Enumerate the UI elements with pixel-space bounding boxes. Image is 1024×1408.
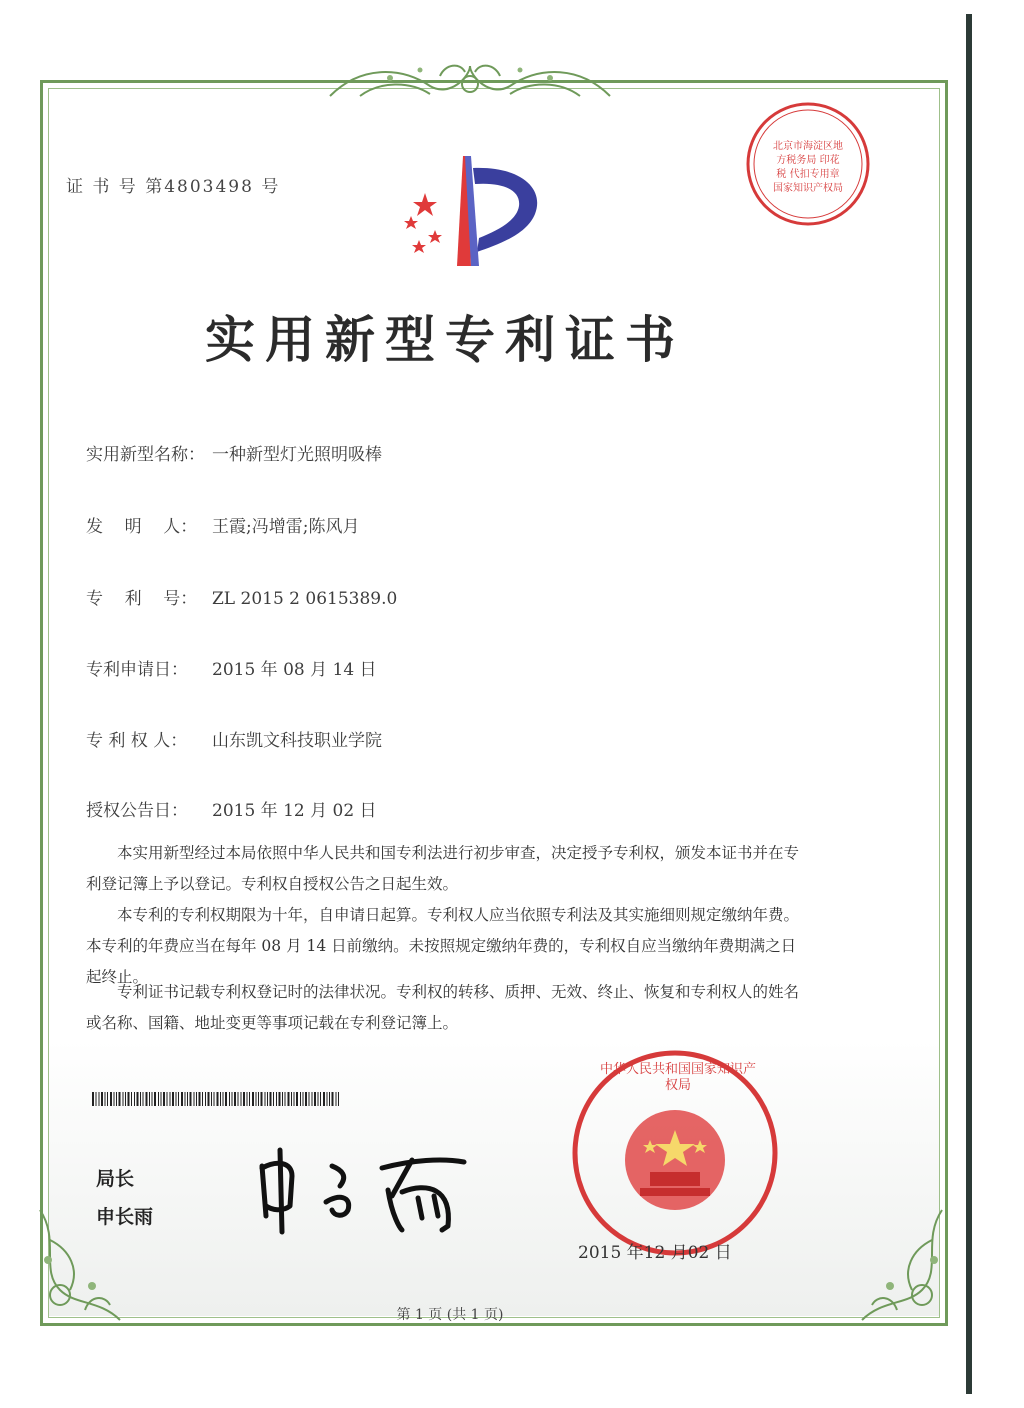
barcode-bar: [154, 1092, 156, 1106]
barcode-bar: [152, 1092, 153, 1106]
barcode-bar: [116, 1092, 117, 1106]
barcode-bar: [110, 1092, 112, 1106]
barcode-bar: [320, 1092, 321, 1106]
barcode-bar: [92, 1092, 94, 1106]
barcode-bar: [143, 1092, 144, 1106]
barcode-bar: [125, 1092, 126, 1106]
barcode-bar: [291, 1092, 292, 1106]
official-seal-text: 中华人民共和国国家知识产权局: [599, 1062, 756, 1093]
barcode-bar: [194, 1092, 195, 1106]
barcode-bar: [196, 1092, 197, 1106]
barcode-bar: [338, 1092, 339, 1106]
grant-date-row: [86, 796, 377, 821]
barcode-bar: [128, 1092, 130, 1106]
filing-date-value: 2015 年 08 月 14 日: [212, 660, 377, 680]
barcode-bar: [114, 1092, 115, 1106]
barcode-bar: [243, 1092, 245, 1106]
director-title: 局长: [96, 1168, 135, 1190]
barcode-bar: [329, 1092, 330, 1106]
barcode-bar: [303, 1092, 304, 1106]
barcode-bar: [309, 1092, 310, 1106]
barcode-bar: [241, 1092, 242, 1106]
patentee-row: [86, 726, 382, 751]
filing-date-row: [86, 655, 377, 680]
barcode-bar: [119, 1092, 121, 1106]
barcode-bar: [131, 1092, 132, 1106]
barcode-bar: [314, 1092, 316, 1106]
barcode-bar: [234, 1092, 236, 1106]
barcode-bar: [265, 1092, 266, 1106]
barcode-bar: [318, 1092, 319, 1106]
inventor-label: 发 明 人：: [86, 517, 198, 537]
scan-page-edge: [966, 14, 972, 1394]
barcode-bar: [217, 1092, 219, 1106]
body-paragraph-1: 本实用新型经过本局依照中华人民共和国专利法进行初步审查，决定授予专利权，颁发本证书并在专利登记簿上予以登记。专利权自授权公告之日起生效。: [86, 844, 800, 893]
barcode-bar: [327, 1092, 328, 1106]
body-paragraph-3: 专利证书记载专利权登记时的法律状况。专利权的转移、质押、无效、终止、恢复和专利权人的姓名或名称、国籍、地址变更等事项记载在专利登记簿上。: [86, 983, 800, 1032]
barcode-bar: [305, 1092, 307, 1106]
utility-model-name-value: 一种新型灯光照明吸棒: [212, 445, 382, 465]
barcode-bar: [332, 1092, 334, 1106]
barcode-bar: [163, 1092, 165, 1106]
barcode-bar: [158, 1092, 159, 1106]
filing-date-label: 专利申请日：: [86, 660, 188, 680]
barcode-bar: [261, 1092, 263, 1106]
barcode-bar: [232, 1092, 233, 1106]
barcode-bar: [312, 1092, 313, 1106]
barcode-bar: [99, 1092, 100, 1106]
barcode-bar: [279, 1092, 281, 1106]
inventor-value: 王霞;冯增雷;陈风月: [212, 517, 360, 537]
barcode-bar: [101, 1092, 103, 1106]
barcode-bar: [258, 1092, 259, 1106]
utility-model-name-label: 实用新型名称：: [86, 445, 205, 465]
barcode-bar: [300, 1092, 301, 1106]
grant-date-label: 授权公告日：: [86, 801, 188, 821]
barcode-bar: [96, 1092, 97, 1106]
barcode-bar: [252, 1092, 254, 1106]
barcode-bar: [137, 1092, 139, 1106]
barcode-bar: [187, 1092, 188, 1106]
grant-date-value: 2015 年 12 月 02 日: [212, 801, 377, 821]
barcode-bar: [336, 1092, 337, 1106]
barcode-bar: [229, 1092, 230, 1106]
patent-number-value: ZL 2015 2 0615389.0: [212, 589, 398, 609]
barcode-bar: [296, 1092, 298, 1106]
certificate-inner-border: [48, 88, 940, 1318]
barcode-bar: [185, 1092, 186, 1106]
barcode-bar: [238, 1092, 239, 1106]
barcode-bar: [202, 1092, 203, 1106]
barcode-bar: [288, 1092, 290, 1106]
barcode-bar: [267, 1092, 268, 1106]
inventor-row: [86, 512, 359, 537]
barcode-bar: [282, 1092, 283, 1106]
barcode-bar: [223, 1092, 224, 1106]
barcode-bar: [146, 1092, 148, 1106]
page-title: 实用新型专利证书: [205, 310, 685, 369]
barcode-bar: [211, 1092, 212, 1106]
certificate-number: 证 书 号 第4803498 号: [66, 177, 281, 197]
barcode-bar: [178, 1092, 179, 1106]
barcode-bar: [294, 1092, 295, 1106]
barcode-bar: [273, 1092, 274, 1106]
barcode-bar: [181, 1092, 183, 1106]
barcode-bar: [220, 1092, 221, 1106]
patentee-value: 山东凯文科技职业学院: [212, 731, 382, 751]
barcode-bar: [323, 1092, 325, 1106]
barcode-bar: [285, 1092, 286, 1106]
body-paragraph-2: 本专利的专利权期限为十年，自申请日起算。专利权人应当依照专利法及其实施细则规定缴纳年费。本专利的年费应当在每年 08 月 14 日前缴纳。未按照规定缴纳年费的，专利权自应当缴纳年费期满之日起终止。: [86, 906, 800, 986]
utility-model-name-row: [86, 440, 382, 465]
barcode-bar: [205, 1092, 206, 1106]
barcode-bar: [176, 1092, 177, 1106]
barcode-bar: [123, 1092, 124, 1106]
seal-date: 2015 年12 月02 日: [578, 1243, 732, 1263]
tax-stamp-text: 北京市海淀区地方税务局 印花税 代扣专用章 国家知识产权局: [773, 141, 843, 194]
barcode-bar: [172, 1092, 174, 1106]
patent-number-row: [86, 584, 397, 609]
patent-office-logo-icon: [395, 148, 555, 268]
director-signature-icon: [252, 1146, 472, 1236]
patentee-label: 专 利 权 人：: [86, 731, 188, 751]
barcode-bar: [107, 1092, 108, 1106]
barcode-bar: [167, 1092, 168, 1106]
barcode-bar: [214, 1092, 215, 1106]
pagination: 第 1 页 (共 1 页): [396, 1307, 504, 1323]
barcode-bar: [161, 1092, 162, 1106]
barcode-bar: [134, 1092, 135, 1106]
patent-number-label: 专 利 号：: [86, 589, 198, 609]
barcode-bar: [105, 1092, 106, 1106]
barcode-bar: [256, 1092, 257, 1106]
barcode-icon: [92, 1092, 342, 1106]
barcode-bar: [140, 1092, 141, 1106]
barcode-bar: [149, 1092, 150, 1106]
barcode-bar: [276, 1092, 277, 1106]
barcode-bar: [190, 1092, 192, 1106]
barcode-bar: [247, 1092, 248, 1106]
top-ornament-icon: [320, 56, 620, 106]
barcode-bar: [199, 1092, 201, 1106]
barcode-bar: [249, 1092, 250, 1106]
barcode-bar: [208, 1092, 210, 1106]
barcode-bar: [270, 1092, 272, 1106]
director-name: 申长雨: [96, 1206, 154, 1228]
barcode-bar: [225, 1092, 227, 1106]
barcode-bar: [170, 1092, 171, 1106]
